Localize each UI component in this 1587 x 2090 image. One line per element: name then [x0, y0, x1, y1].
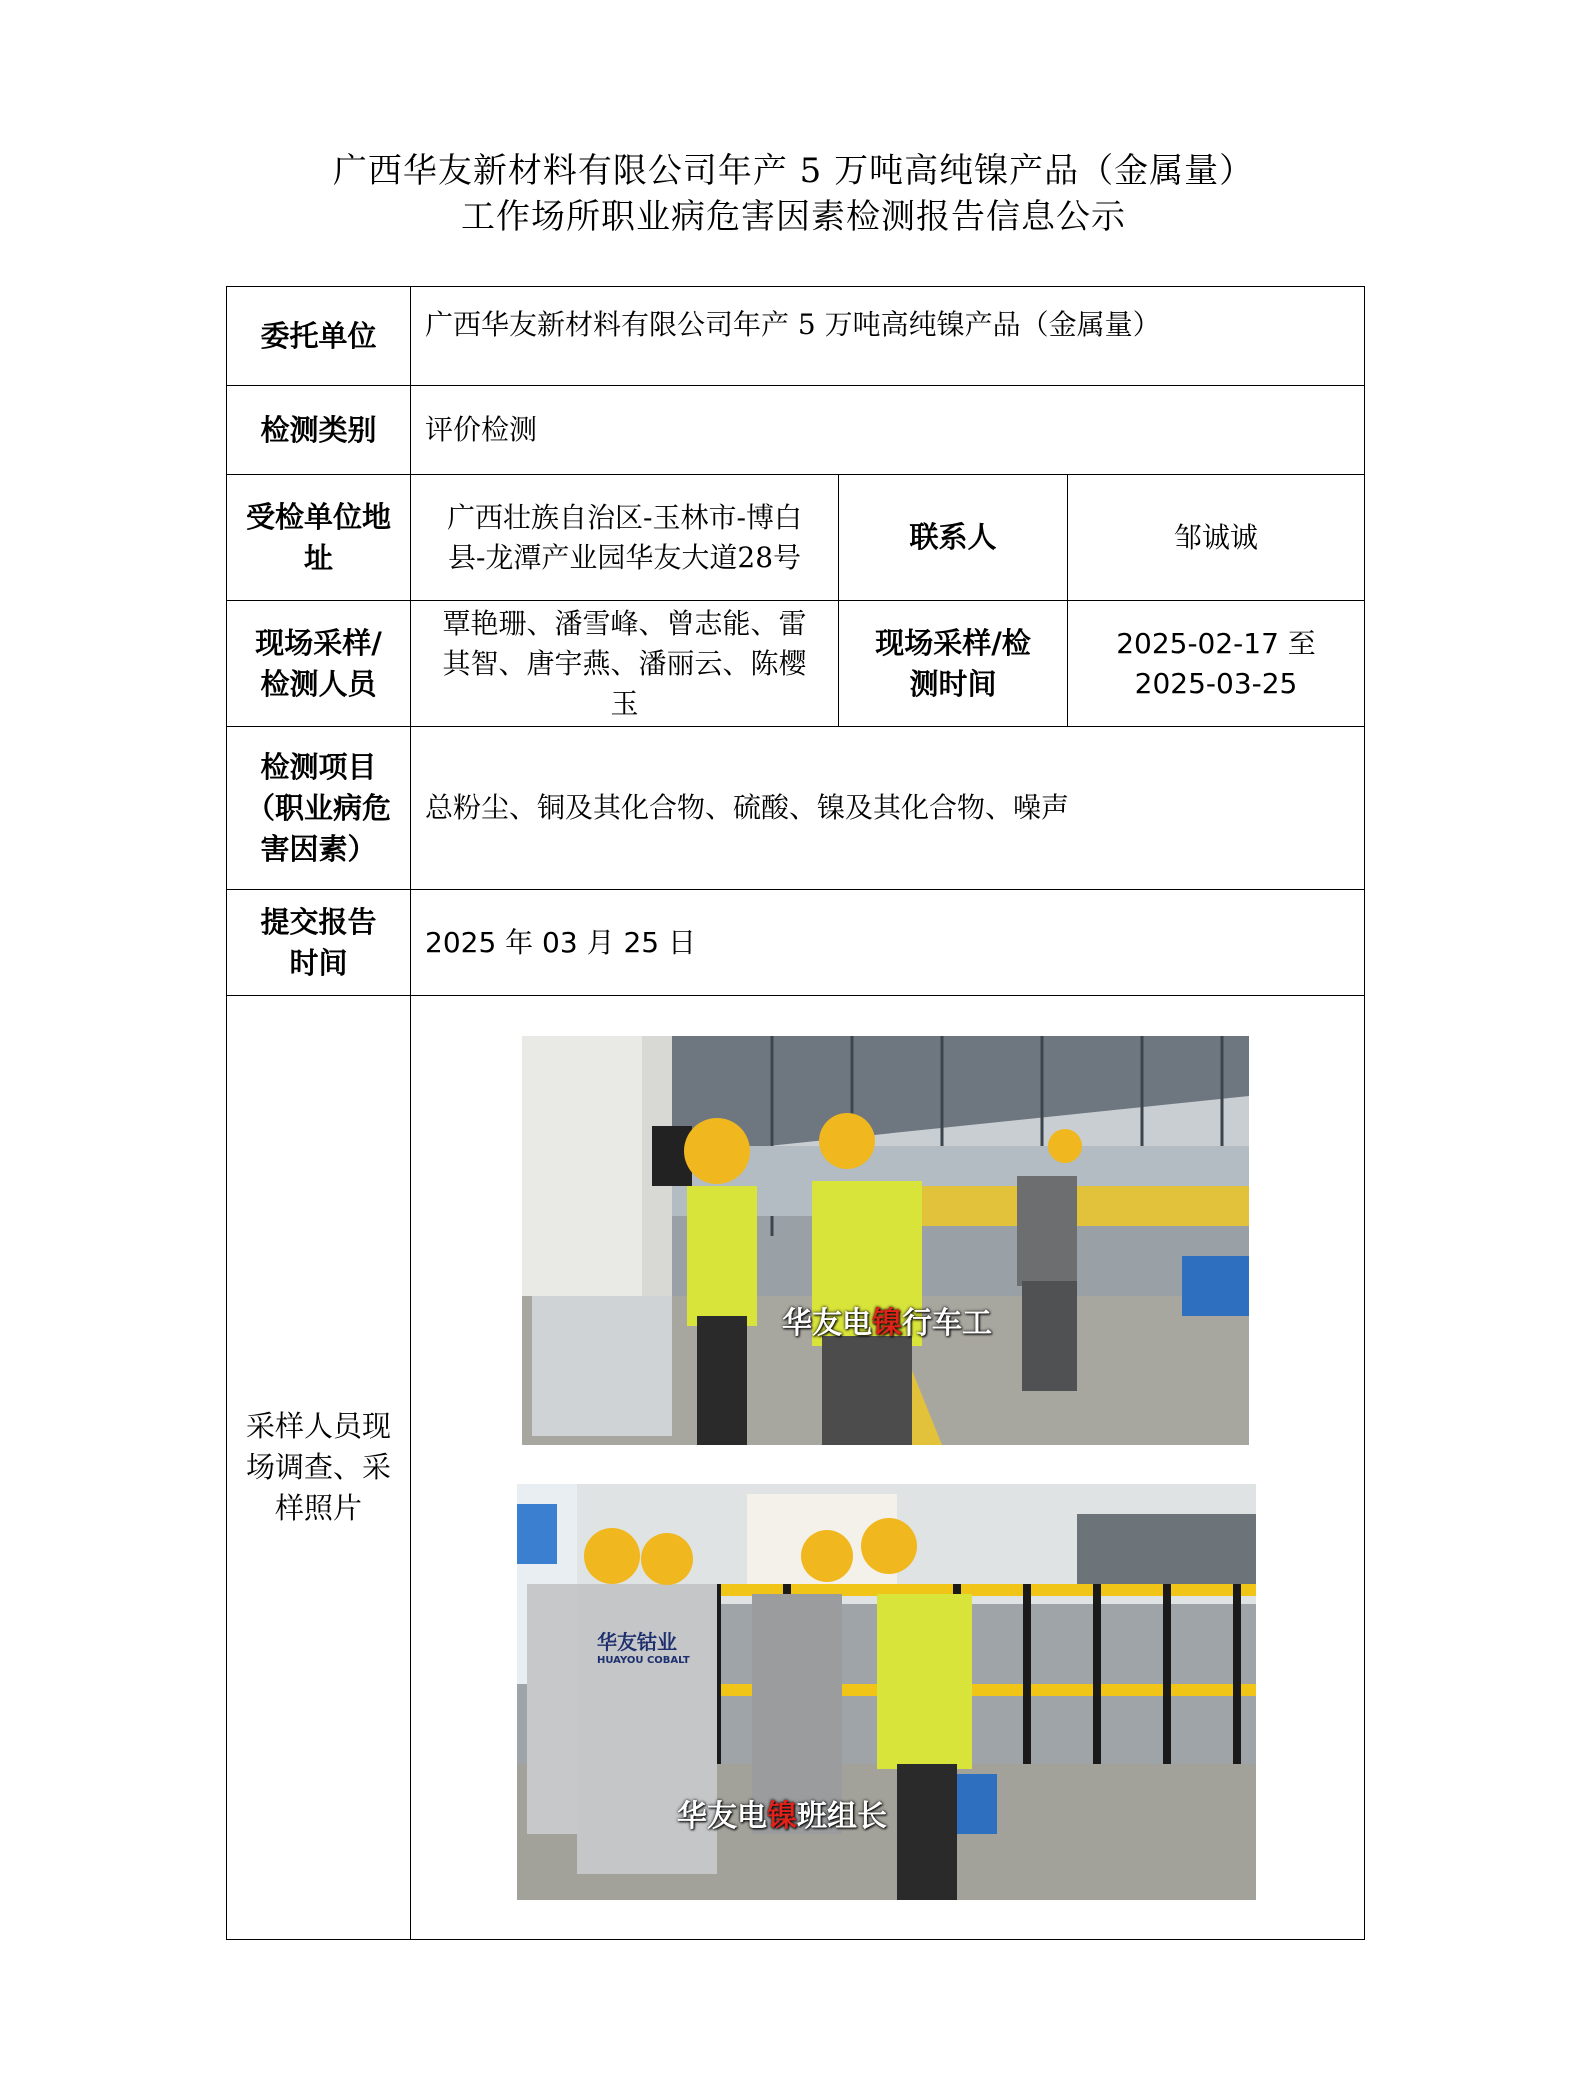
photo-2-caption-mid: 镍 — [767, 1799, 797, 1834]
vest-brand-sub: HUAYOU COBALT — [597, 1655, 690, 1666]
time-label: 现场采样/检测时间 — [839, 601, 1068, 727]
row-address — [227, 475, 1365, 601]
vest-brand: 华友钴业 — [597, 1630, 677, 1654]
client-label: 委托单位 — [227, 287, 411, 386]
staff-label: 现场采样/检测人员 — [227, 601, 411, 727]
title-line-2: 工作场所职业病危害因素检测报告信息公示 — [461, 197, 1126, 237]
category-value: 评价检测 — [411, 386, 1365, 475]
category-label: 检测类别 — [227, 386, 411, 475]
site-photo-1 — [522, 1036, 1249, 1445]
time-value-end: 2025-03-25 — [1134, 666, 1298, 700]
report-time-value: 2025 年 03 月 25 日 — [411, 890, 1365, 996]
row-staff — [227, 601, 1365, 727]
photos-label: 采样人员现场调查、采样照片 — [227, 996, 411, 1940]
photo-2-caption-post: 班组长 — [797, 1799, 887, 1834]
photo-2-image — [517, 1484, 1256, 1900]
address-label: 受检单位地址 — [227, 475, 411, 601]
contact-value: 邹诚诚 — [1068, 475, 1365, 601]
title-line-1: 广西华友新材料有限公司年产 5 万吨高纯镍产品（金属量） — [332, 151, 1255, 191]
contact-label: 联系人 — [839, 475, 1068, 601]
photo-2-vest-text — [597, 1626, 690, 1666]
row-items — [227, 727, 1365, 890]
report-time-label: 提交报告时间 — [227, 890, 411, 996]
items-value: 总粉尘、铜及其化合物、硫酸、镍及其化合物、噪声 — [411, 727, 1365, 890]
client-value: 广西华友新材料有限公司年产 5 万吨高纯镍产品（金属量） — [411, 287, 1365, 386]
row-client — [227, 287, 1365, 386]
photo-2-caption — [677, 1791, 887, 1835]
site-photo-2 — [517, 1484, 1256, 1900]
time-value-start: 2025-02-17 至 — [1116, 626, 1316, 660]
photo-1-caption-mid: 镍 — [872, 1306, 902, 1341]
photo-1-image — [522, 1036, 1249, 1445]
photo-1-caption-post: 行车工 — [902, 1306, 992, 1341]
photo-1-caption-pre: 华友电 — [782, 1306, 872, 1341]
row-report-time — [227, 890, 1365, 996]
items-label: 检测项目（职业病危害因素） — [227, 727, 411, 890]
time-value — [1068, 601, 1365, 727]
row-category — [227, 386, 1365, 475]
photo-1-caption — [782, 1298, 992, 1342]
staff-value: 覃艳珊、潘雪峰、曾志能、雷其智、唐宇燕、潘丽云、陈樱玉 — [411, 601, 839, 727]
photo-2-caption-pre: 华友电 — [677, 1799, 767, 1834]
address-value: 广西壮族自治区-玉林市-博白县-龙潭产业园华友大道28号 — [411, 475, 839, 601]
